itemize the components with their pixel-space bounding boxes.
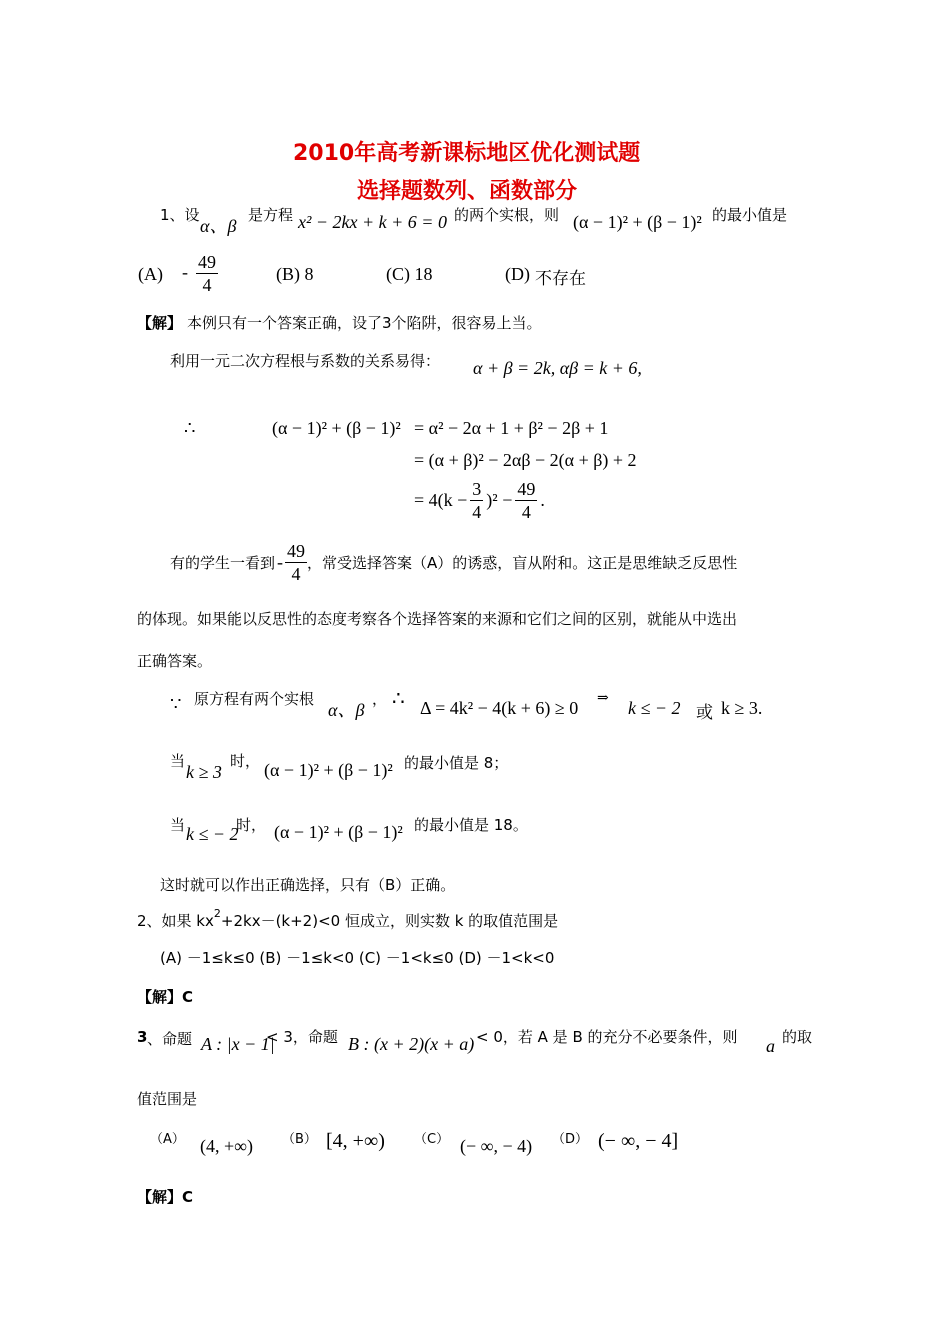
q1-option-a-numerator: 49 [198, 252, 216, 272]
implies-symbol: ⇒ [597, 691, 609, 706]
q1-step3-part2: )² − [486, 490, 513, 510]
q1-step3-numerator: 3 [472, 479, 482, 499]
q1-step3-period: . [540, 490, 545, 510]
q1-step3-denominator: 4 [472, 502, 482, 522]
q1-option-b: (B) 8 [276, 264, 314, 284]
q1-solution-text: 本例只有一个答案正确，设了3个陷阱，很容易上当。 [187, 314, 542, 332]
q1-or: 或 [696, 703, 713, 723]
page-subtitle: 选择题数列、函数部分 [357, 179, 578, 204]
q1-para1-denominator: 4 [291, 564, 301, 584]
q3-lt3: < 3，命题 [266, 1028, 338, 1046]
q1-case2-shi: 时， [236, 816, 267, 834]
q1-option-d-text: 不存在 [535, 269, 586, 289]
q1-discriminant: Δ = 4k² − 4(k + 6) ≥ 0 [420, 698, 579, 718]
q1-option-c: (C) 18 [386, 264, 433, 284]
page-title: 2010年高考新课标地区优化测试题 [293, 141, 641, 166]
q2-solution: 【解】C [137, 988, 194, 1006]
q1-tail: 的最小值是 [712, 206, 788, 224]
q1-case1-expr: (α − 1)² + (β − 1)² [264, 760, 393, 780]
q1-case1-k: k ≥ 3 [186, 762, 222, 782]
q1-case2-expr: (α − 1)² + (β − 1)² [274, 822, 403, 842]
q1-conclusion: 这时就可以作出正确选择，只有（B）正确。 [160, 876, 456, 894]
q1-expression: (α − 1)² + (β − 1)² [573, 212, 702, 232]
q1-cond-sep: ， [372, 690, 388, 708]
q2-stem [137, 907, 559, 931]
q1-option-a-fraction [196, 251, 218, 296]
q1-kcond1: k ≤ − 2 [628, 698, 681, 718]
therefore-symbol: ∴ [184, 418, 196, 438]
q1-mid2: 的两个实根，则 [454, 206, 560, 224]
q1-para1 [170, 540, 737, 585]
q1-step3-part1: = 4(k − [414, 490, 468, 510]
q3-prop-a: A : |x − 1| [201, 1034, 275, 1054]
q1-derivation-step3 [414, 478, 545, 523]
q2-options: (A) －1≤k≤0 (B) －1≤k<0 (C) －1<k≤0 (D) －1<k<0 [160, 949, 555, 967]
q1-case1-shi: 时， [230, 752, 261, 770]
q1-option-a-label: (A) [138, 264, 163, 284]
q1-case2-tail: 的最小值是 18。 [414, 816, 528, 834]
q3-option-b: [4, +∞) [326, 1130, 385, 1152]
q3-option-c-label: （C） [414, 1132, 450, 1147]
q3-option-c: (− ∞, − 4) [460, 1136, 533, 1156]
q3-option-d: (− ∞, − 4] [598, 1130, 679, 1152]
q1-step3-numerator2: 49 [517, 479, 536, 499]
q1-case2-when: 当 [170, 816, 186, 834]
q1-derivation-step1: = α² − 2α + 1 + β² − 2β + 1 [414, 418, 609, 438]
q1-case1-tail: 的最小值是 8； [404, 754, 509, 772]
q1-solution-tag: 【解】 [137, 314, 183, 332]
q1-case2-k: k ≤ − 2 [186, 824, 239, 844]
q3-tail: 的取 [782, 1028, 813, 1046]
q3-option-d-label: （D） [552, 1132, 589, 1147]
q1-cond-text: 原方程有两个实根 [194, 690, 315, 708]
q1-kcond2: k ≥ 3. [721, 698, 763, 718]
q1-para3: 正确答案。 [137, 652, 213, 670]
q3-solution: 【解】C [137, 1188, 194, 1206]
q3-option-b-label: （B） [282, 1132, 317, 1147]
q1-lead: 1、设 [160, 206, 200, 224]
q1-option-d-label: (D) [505, 264, 530, 284]
q1-para1-minus: - [277, 552, 284, 572]
q1-para1-numerator: 49 [287, 541, 306, 561]
q1-equation: x² − 2kx + k + 6 = 0 [298, 212, 447, 232]
q3-line2: 值范围是 [137, 1090, 198, 1108]
q3-option-a: (4, +∞) [200, 1136, 253, 1156]
q1-vieta-formula: α + β = 2k, αβ = k + 6, [473, 358, 642, 378]
q3-var-a: a [766, 1036, 775, 1056]
because-symbol: ∵ [170, 694, 182, 714]
q1-vars: α、β [200, 216, 237, 236]
q3-number: 3 [137, 1028, 148, 1046]
q1-para2: 的体现。如果能以反思性的态度考察各个选择答案的来源和它们之间的区别，就能从中选出 [137, 610, 738, 628]
q3-prop-b: B : (x + 2)(x + a) [348, 1034, 475, 1054]
q1-cond-vars: α、β [328, 700, 365, 720]
q1-option-a-denominator: 4 [202, 275, 212, 295]
q3-lead: 、命题 [147, 1030, 193, 1048]
q1-vieta-intro: 利用一元二次方程根与系数的关系易得： [170, 352, 441, 370]
q1-case1-when: 当 [170, 752, 186, 770]
q1-option-a-minus: - [182, 262, 188, 282]
q1-para1-post: ，常受选择答案（A）的诱惑，盲从附和。这正是思维缺乏反思性 [307, 554, 738, 572]
q2-stem-pre: 2、如果 kx [137, 912, 214, 930]
q1-para1-pre: 有的学生一看到 [170, 554, 276, 572]
q3-lt0: < 0，若 A 是 B 的充分不必要条件，则 [476, 1028, 738, 1046]
q2-stem-post: +2kx－(k+2)<0 恒成立，则实数 k 的取值范围是 [220, 912, 559, 930]
q1-step3-denominator2: 4 [521, 502, 531, 522]
therefore-symbol-2: ∴ [392, 688, 405, 710]
q1-mid1: 是方程 [248, 206, 294, 224]
q2-stem-sup: 2 [213, 907, 221, 920]
q1-derivation-lhs: (α − 1)² + (β − 1)² [272, 418, 401, 438]
q3-option-a-label: （A） [150, 1132, 185, 1147]
q1-derivation-step2: = (α + β)² − 2αβ − 2(α + β) + 2 [414, 450, 637, 470]
